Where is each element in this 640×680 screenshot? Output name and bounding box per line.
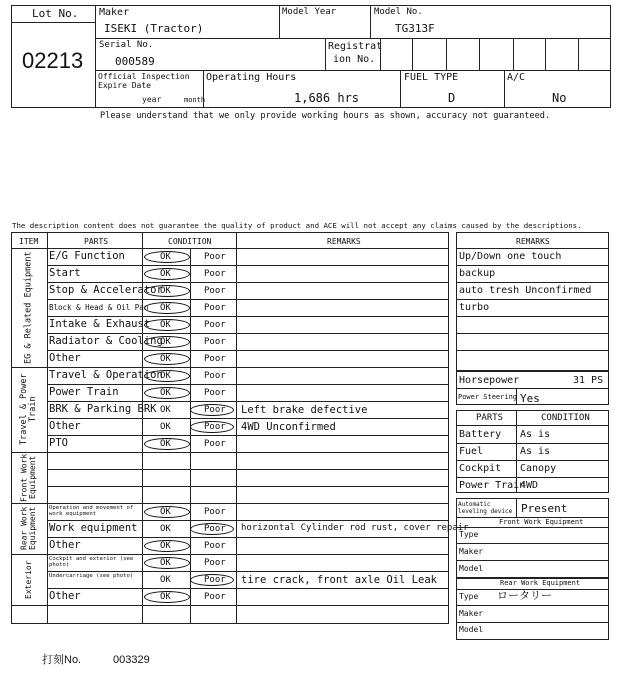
- table-row: [47, 469, 449, 486]
- rear-type-label: Type: [459, 592, 479, 601]
- front-type-label: Type: [459, 530, 479, 539]
- part-label: Undercarriage (see photo): [49, 573, 134, 579]
- condition-ok: OK: [160, 507, 171, 517]
- condition-ok: OK: [160, 303, 171, 313]
- condition-circle: [190, 523, 234, 535]
- part-label: Other: [49, 420, 81, 432]
- side-part-name: Battery: [459, 429, 502, 440]
- condition-ok: OK: [160, 286, 171, 296]
- remark-text: 4WD Unconfirmed: [241, 421, 336, 433]
- lot-no-value: 02213: [22, 48, 84, 73]
- condition-poor: Poor: [204, 405, 226, 415]
- condition-circle: [144, 540, 190, 552]
- condition-circle: [144, 387, 190, 399]
- condition-poor: Poor: [204, 439, 226, 449]
- operating-hours-value: 1,686 hrs: [294, 91, 360, 105]
- condition-poor: Poor: [204, 337, 226, 347]
- condition-poor: Poor: [204, 320, 226, 330]
- condition-ok: OK: [160, 405, 171, 415]
- condition-ok: OK: [160, 558, 171, 568]
- stamp-number: 003329: [113, 654, 150, 666]
- condition-circle: [144, 353, 190, 365]
- side-part-condition: As is: [520, 429, 551, 440]
- condition-circle: [190, 421, 234, 433]
- part-label: Start: [49, 267, 81, 279]
- auto-level-value: Present: [521, 502, 568, 515]
- part-label: Other: [49, 352, 81, 364]
- condition-poor: Poor: [204, 558, 226, 568]
- condition-poor: Poor: [204, 592, 226, 602]
- group-label: Front Work Equipment: [19, 453, 37, 502]
- condition-ok: OK: [160, 422, 171, 432]
- table-row: [47, 537, 449, 554]
- condition-poor: Poor: [204, 303, 226, 313]
- horsepower-label: Horsepower: [459, 375, 520, 386]
- condition-circle: [144, 591, 190, 603]
- condition-poor: Poor: [204, 524, 226, 534]
- model-no-value: TG313F: [395, 22, 435, 35]
- lot-no-label: Lot No.: [32, 7, 79, 20]
- model-year-label: Model Year: [282, 7, 337, 17]
- side-part-condition: 4WD: [520, 480, 539, 491]
- side-remark-item: turbo: [459, 302, 490, 313]
- condition-circle: [190, 574, 234, 586]
- condition-circle: [144, 285, 190, 297]
- part-label: Intake & Exhaust: [49, 318, 151, 330]
- col-parts-header: PARTS: [84, 237, 109, 246]
- side-remark-item: auto tresh Unconfirmed: [459, 285, 592, 296]
- condition-poor: Poor: [204, 422, 226, 432]
- group-label: Exterior: [23, 560, 33, 599]
- condition-circle: [144, 557, 190, 569]
- part-label: Cockpit and exterior (see photo): [49, 556, 134, 569]
- condition-circle: [144, 336, 190, 348]
- month-label: month: [184, 96, 206, 104]
- part-label: Other: [49, 590, 81, 602]
- fuel-type-value: D: [448, 91, 456, 105]
- remark-text: tire crack, front axle Oil Leak: [241, 574, 437, 586]
- condition-ok: OK: [160, 320, 171, 330]
- rear-maker-label: Maker: [459, 609, 484, 618]
- group-label: EG & Related Equipment: [23, 251, 34, 364]
- part-label: BRK & Parking BRK: [49, 403, 157, 415]
- remark-text: Left brake defective: [241, 404, 368, 416]
- condition-circle: [144, 319, 190, 331]
- part-label: Work equipment: [49, 522, 138, 534]
- group-label: Rear Work Equipment: [19, 506, 37, 551]
- horsepower-value: 31 PS: [573, 375, 604, 386]
- year-label: year: [142, 95, 162, 104]
- front-model-label: Model: [459, 564, 484, 573]
- col-remarks-header: REMARKS: [327, 237, 361, 246]
- condition-ok: OK: [160, 524, 171, 534]
- part-label: Other: [49, 539, 81, 551]
- serial-value: 000589: [115, 55, 155, 68]
- remark-text: horizontal Cylinder rod rust, cover repair: [241, 523, 469, 533]
- inspection-label-1: Official Inspection: [98, 72, 190, 81]
- condition-circle: [144, 438, 190, 450]
- rear-work-header: Rear Work Equipment: [500, 579, 581, 587]
- col-condition-header: CONDITION: [168, 237, 212, 246]
- condition-ok: OK: [160, 541, 171, 551]
- col-item-header: ITEM: [19, 237, 39, 246]
- power-steering-value: Yes: [520, 392, 540, 405]
- rear-type-value: ロータリー: [497, 590, 552, 602]
- condition-ok: OK: [160, 439, 171, 449]
- condition-ok: OK: [160, 575, 171, 585]
- condition-circle: [144, 251, 190, 263]
- table-row: [47, 588, 449, 605]
- condition-poor: Poor: [204, 388, 226, 398]
- condition-poor: Poor: [204, 269, 226, 279]
- condition-ok: OK: [160, 354, 171, 364]
- auto-level-label: Automatic leveling device: [458, 501, 513, 515]
- rear-model-label: Model: [459, 625, 484, 634]
- part-label: Travel & Operation: [49, 369, 163, 381]
- model-no-label: Model No.: [374, 7, 423, 17]
- condition-ok: OK: [160, 337, 171, 347]
- table-row: [47, 452, 449, 469]
- part-label: PTO: [49, 437, 68, 449]
- condition-circle: [144, 370, 190, 382]
- table-row: [47, 265, 449, 282]
- stamp-label: 打刻No.: [42, 654, 82, 666]
- side-parts-header: PARTS: [476, 413, 504, 423]
- condition-poor: Poor: [204, 371, 226, 381]
- disclaimer: The description content does not guarantee the quality of product and ACE will not accept any claims caused by the descriptions.: [12, 221, 582, 230]
- front-maker-label: Maker: [459, 547, 484, 556]
- side-part-name: Cockpit: [459, 463, 502, 474]
- inspection-label-2: Expire Date: [98, 81, 151, 90]
- ac-value: No: [552, 91, 567, 105]
- condition-poor: Poor: [204, 354, 226, 364]
- maker-value: ISEKI (Tractor): [104, 22, 204, 35]
- side-part-name: Fuel: [459, 446, 484, 457]
- condition-ok: OK: [160, 371, 171, 381]
- condition-ok: OK: [160, 269, 171, 279]
- table-row: [47, 350, 449, 367]
- registration-label-2: ion No.: [333, 54, 376, 65]
- condition-poor: Poor: [204, 575, 226, 585]
- group-label: Travel & Power Train: [19, 373, 38, 446]
- condition-ok: OK: [160, 388, 171, 398]
- side-remark-item: backup: [459, 268, 496, 279]
- front-work-header: Front Work Equipment: [499, 518, 584, 526]
- part-label: Block & Head & Oil Pan: [49, 303, 149, 312]
- ac-label: A/C: [507, 72, 526, 83]
- maker-label: Maker: [99, 7, 130, 18]
- condition-poor: Poor: [204, 541, 226, 551]
- operating-hours-label: Operating Hours: [206, 72, 297, 83]
- side-remark-item: Up/Down one touch: [459, 251, 562, 262]
- side-part-condition: As is: [520, 446, 551, 457]
- part-label: Radiator & Cooling: [49, 335, 163, 347]
- fuel-type-label: FUEL TYPE: [404, 72, 459, 83]
- part-label: Stop & Accelerator: [49, 284, 163, 296]
- condition-poor: Poor: [204, 507, 226, 517]
- side-remarks-header: REMARKS: [516, 237, 550, 246]
- condition-circle: [144, 302, 190, 314]
- condition-circle: [190, 404, 234, 416]
- condition-ok: OK: [160, 252, 171, 262]
- side-condition-header: CONDITION: [541, 413, 590, 423]
- power-steering-label: Power Steering: [458, 393, 518, 401]
- part-label: Power Train: [49, 386, 119, 398]
- condition-circle: [144, 506, 190, 518]
- registration-label-1: Registrat: [328, 41, 383, 52]
- side-part-name: Power Train: [459, 480, 526, 491]
- condition-ok: OK: [160, 592, 171, 602]
- table-row: [47, 486, 449, 503]
- part-label: E/G Function: [49, 250, 125, 262]
- serial-label: Serial No.: [99, 40, 154, 50]
- table-row: [47, 435, 449, 452]
- condition-poor: Poor: [204, 286, 226, 296]
- condition-circle: [144, 268, 190, 280]
- hours-notice: Please understand that we only provide working hours as shown, accuracy not guaranteed.: [100, 111, 551, 121]
- side-part-condition: Canopy: [520, 463, 557, 474]
- condition-poor: Poor: [204, 252, 226, 262]
- part-label: Operation and movement of work equipment: [49, 505, 134, 518]
